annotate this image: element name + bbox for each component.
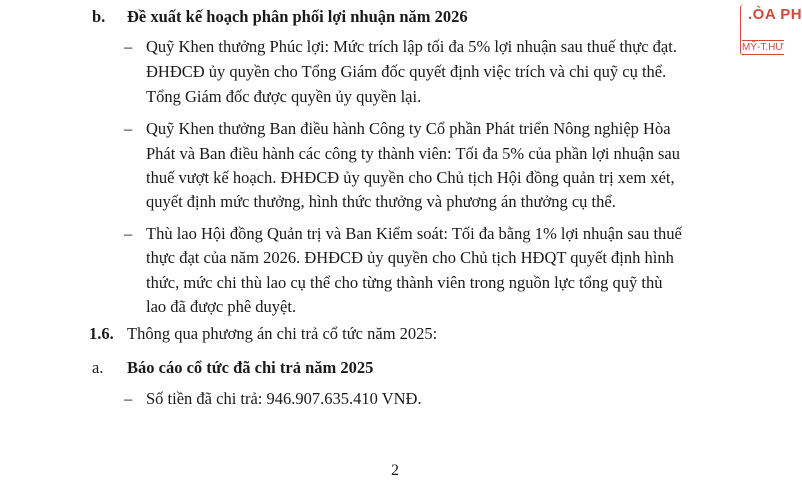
company-stamp-text: .ÒA PH — [748, 6, 802, 23]
paragraph-line: Số tiền đã chi trả: 946.907.635.410 VNĐ. — [146, 389, 422, 408]
paragraph-line: Quỹ Khen thưởng Phúc lợi: Mức trích lập tối đa 5% lợi nhuận sau thuế thực đạt. — [146, 37, 677, 56]
paragraph-line: lao đã được phê duyệt. — [146, 297, 297, 316]
paragraph-line: Quỹ Khen thưởng Ban điều hành Công ty Cổ phần Phát triển Nông nghiệp Hòa — [146, 119, 671, 138]
section-b-title: Đề xuất kế hoạch phân phối lợi nhuận năm 2026 — [127, 7, 468, 26]
section-a-label: a. — [92, 358, 104, 377]
paragraph-line: thực đạt của năm 2026. ĐHĐCĐ ủy quyền cho Chủ tịch HĐQT quyết định hình — [146, 248, 674, 267]
page-number: 2 — [391, 462, 399, 479]
paragraph-line: ĐHĐCĐ ủy quyền cho Tổng Giám đốc quyết định việc trích và chi quỹ cụ thể. — [146, 62, 667, 81]
list-dash: – — [124, 224, 133, 243]
company-stamp-subtext: MỸ-T.HƯ — [742, 42, 784, 53]
paragraph-line: Thù lao Hội đồng Quản trị và Ban Kiểm soát: Tối đa bằng 1% lợi nhuận sau thuế — [146, 224, 682, 243]
list-dash: – — [124, 389, 133, 408]
paragraph-line: thuế vượt kế hoạch. ĐHĐCĐ ủy quyền cho Chủ tịch Hội đồng quản trị xem xét, — [146, 168, 675, 187]
section-16-label: 1.6. — [89, 324, 114, 343]
paragraph-line: Tổng Giám đốc được quyền ủy quyền lại. — [146, 87, 422, 106]
paragraph-line: Phát và Ban điều hành các công ty thành viên: Tối đa 5% của phần lợi nhuận sau — [146, 144, 680, 163]
section-16-title: Thông qua phương án chi trả cổ tức năm 2025: — [127, 324, 438, 343]
list-dash: – — [124, 37, 133, 56]
section-b-label: b. — [92, 7, 106, 26]
section-a-title: Báo cáo cổ tức đã chi trả năm 2025 — [127, 358, 374, 377]
paragraph-line: quyết định mức thưởng, hình thức thưởng và phương án thưởng cụ thể. — [146, 192, 616, 211]
list-dash: – — [124, 119, 133, 138]
paragraph-line: thức, mức chi thù lao cụ thể cho từng thành viên trong nguồn lực tổng quỹ thù — [146, 273, 663, 292]
